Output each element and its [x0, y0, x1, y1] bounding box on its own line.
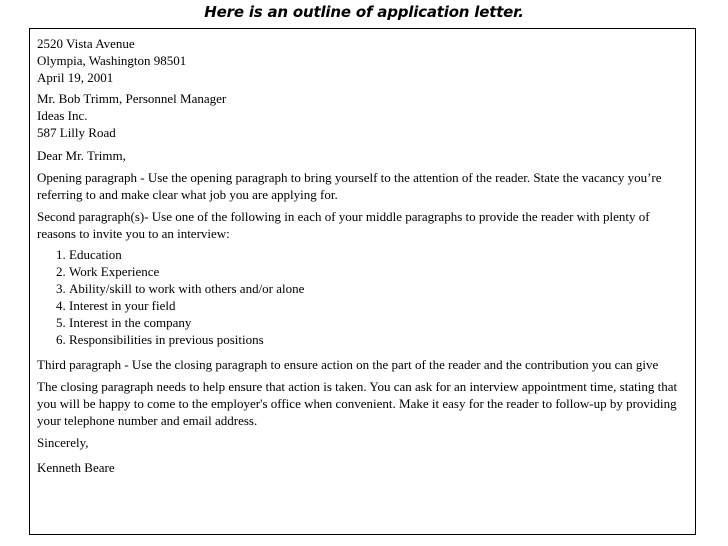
second-paragraph: Second paragraph(s)- Use one of the following in each of your middle paragraphs to provide the reader with plenty of reasons to invite you to an interview: [37, 209, 650, 241]
recipient-company: Ideas Inc. [37, 108, 88, 123]
list-item: 2. Work Experience [69, 263, 689, 280]
sender-street: 2520 Vista Avenue [37, 36, 135, 51]
closing-paragraph: The closing paragraph needs to help ensure that action is taken. You can ask for an interview appointment time, stating that you will be happy to come to the employer's office when convenient. Make it easy for the reader to follow-up by providing your telephone number and email address. [37, 379, 678, 428]
recipient-street: 587 Lilly Road [37, 125, 116, 140]
list-item: 4. Interest in your field [69, 297, 689, 314]
sender-address [37, 35, 689, 86]
sender-city-state: Olympia, Washington 98501 [37, 53, 187, 68]
third-paragraph: Third paragraph - Use the closing paragraph to ensure action on the part of the reader and the contribution you can give [37, 357, 659, 372]
opening-paragraph: Opening paragraph - Use the opening paragraph to bring yourself to the attention of the reader. State the vacancy you’re referring to and make clear what job you are applying for. [37, 170, 662, 202]
signature-name: Kenneth Beare [37, 460, 115, 475]
page-title: Here is an outline of application letter. [204, 3, 524, 21]
salutation: Dear Mr. Trimm, [37, 148, 126, 163]
recipient-address [37, 90, 689, 141]
list-item: 3. Ability/skill to work with others and/or alone [69, 280, 689, 297]
list-item: 6. Responsibilities in previous positions [69, 331, 689, 348]
letter-date: April 19, 2001 [37, 70, 114, 85]
reasons-list [37, 246, 689, 348]
recipient-name-title: Mr. Bob Trimm, Personnel Manager [37, 91, 227, 106]
list-item: 5. Interest in the company [69, 314, 689, 331]
complimentary-close: Sincerely, [37, 435, 89, 450]
list-item: 1. Education [69, 246, 689, 263]
letter-outline-box [29, 28, 696, 535]
